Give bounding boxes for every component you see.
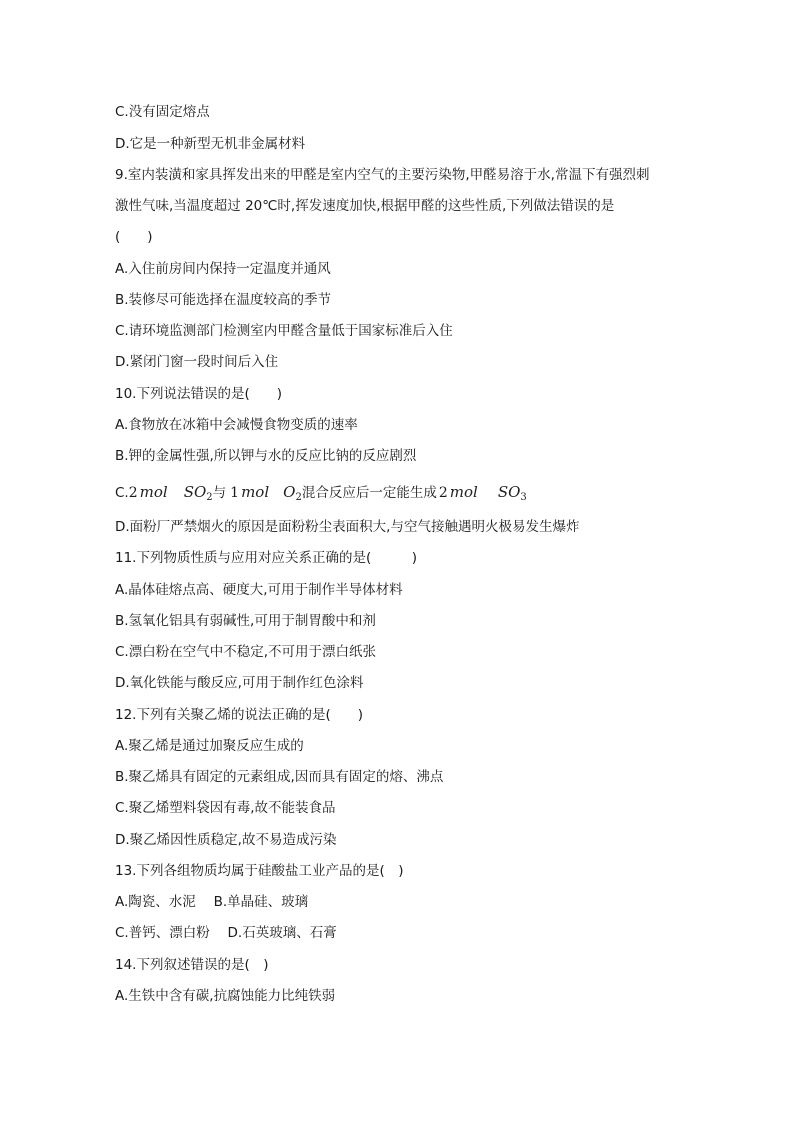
q10-option-c [115, 482, 527, 502]
q14-option-a: A.生铁中含有碳,抗腐蚀能力比纯铁弱 [115, 988, 336, 1004]
q9-stem-line1: 9.室内装潢和家具挥发出来的甲醛是室内空气的主要污染物,甲醛易溶于水,常温下有强烈刺 [115, 167, 650, 183]
q10c-amount-3: 2 [438, 485, 448, 501]
q10c-formula-so2 [184, 483, 213, 501]
q10c-connector-2: 混合反应后一定能生成 [301, 485, 437, 501]
q10c-amount-2: 1 [230, 485, 240, 501]
q10c-formula-so3-sub: 3 [520, 492, 527, 503]
q12-option-a: A.聚乙烯是通过加聚反应生成的 [115, 738, 304, 754]
q14-stem: 14.下列叙述错误的是( ) [115, 957, 269, 973]
q11-option-d: D.氧化铁能与酸反应,可用于制作红色涂料 [115, 675, 364, 691]
q10-option-a: A.食物放在冰箱中会减慢食物变质的速率 [115, 417, 358, 433]
q12-option-c: C.聚乙烯塑料袋因有毒,故不能装食品 [115, 800, 336, 816]
q10c-unit-1: mol [139, 483, 168, 501]
q10-stem: 10.下列说法错误的是( ) [115, 386, 283, 402]
q9-option-b: B.装修尽可能选择在温度较高的季节 [115, 292, 332, 308]
q11-option-c: C.漂白粉在空气中不稳定,不可用于漂白纸张 [115, 644, 377, 660]
q10c-formula-o2-sub: 2 [295, 492, 302, 503]
q11-option-b: B.氢氧化铝具有弱碱性,可用于制胃酸中和剂 [115, 613, 376, 629]
q9-option-d: D.紧闭门窗一段时间后入住 [115, 354, 279, 370]
q10c-unit-2: mol [241, 483, 270, 501]
q9-stem-line2: 激性气味,当温度超过 20℃时,挥发速度加快,根据甲醛的这些性质,下列做法错误的是 [115, 198, 615, 214]
q9-option-c: C.请环境监测部门检测室内甲醛含量低于国家标准后入住 [115, 323, 453, 339]
q10c-connector-1: 与 [212, 485, 227, 501]
q10c-amount-1: 2 [128, 485, 138, 501]
q11-option-a: A.晶体硅熔点高、硬度大,可用于制作半导体材料 [115, 582, 403, 598]
q12-option-b: B.聚乙烯具有固定的元素组成,因而具有固定的熔、沸点 [115, 769, 444, 785]
q12-option-d: D.聚乙烯因性质稳定,故不易造成污染 [115, 832, 337, 848]
q10-option-b: B.钾的金属性强,所以钾与水的反应比钠的反应剧烈 [115, 448, 417, 464]
q9-answer-blank: ( ) [115, 229, 153, 245]
q8-option-d: D.它是一种新型无机非金属材料 [115, 136, 306, 152]
q10c-unit-3: mol [449, 483, 478, 501]
q13-options-ab: A.陶瓷、水泥 B.单晶硅、玻璃 [115, 894, 309, 910]
q13-options-cd: C.普钙、漂白粉 D.石英玻璃、石膏 [115, 925, 337, 941]
q10-option-d: D.面粉厂严禁烟火的原因是面粉粉尘表面积大,与空气接触遇明火极易发生爆炸 [115, 519, 580, 535]
q10c-formula-so2-sub: 2 [206, 492, 213, 503]
q8-option-c: C.没有固定熔点 [115, 104, 210, 120]
q9-option-a: A.入住前房间内保持一定温度并通风 [115, 261, 331, 277]
q10c-formula-so3-main: SO [497, 483, 521, 501]
q12-stem: 12.下列有关聚乙烯的说法正确的是( ) [115, 707, 364, 723]
q13-stem: 13.下列各组物质均属于硅酸盐工业产品的是( ) [115, 863, 404, 879]
q10c-formula-so3 [498, 483, 527, 501]
q10c-formula-o2-main: O [283, 483, 296, 501]
q11-stem: 11.下列物质性质与应用对应关系正确的是( ) [115, 550, 418, 566]
q10c-prefix: C. [115, 485, 129, 501]
q10c-formula-o2 [283, 483, 302, 501]
q10c-formula-so2-main: SO [183, 483, 207, 501]
